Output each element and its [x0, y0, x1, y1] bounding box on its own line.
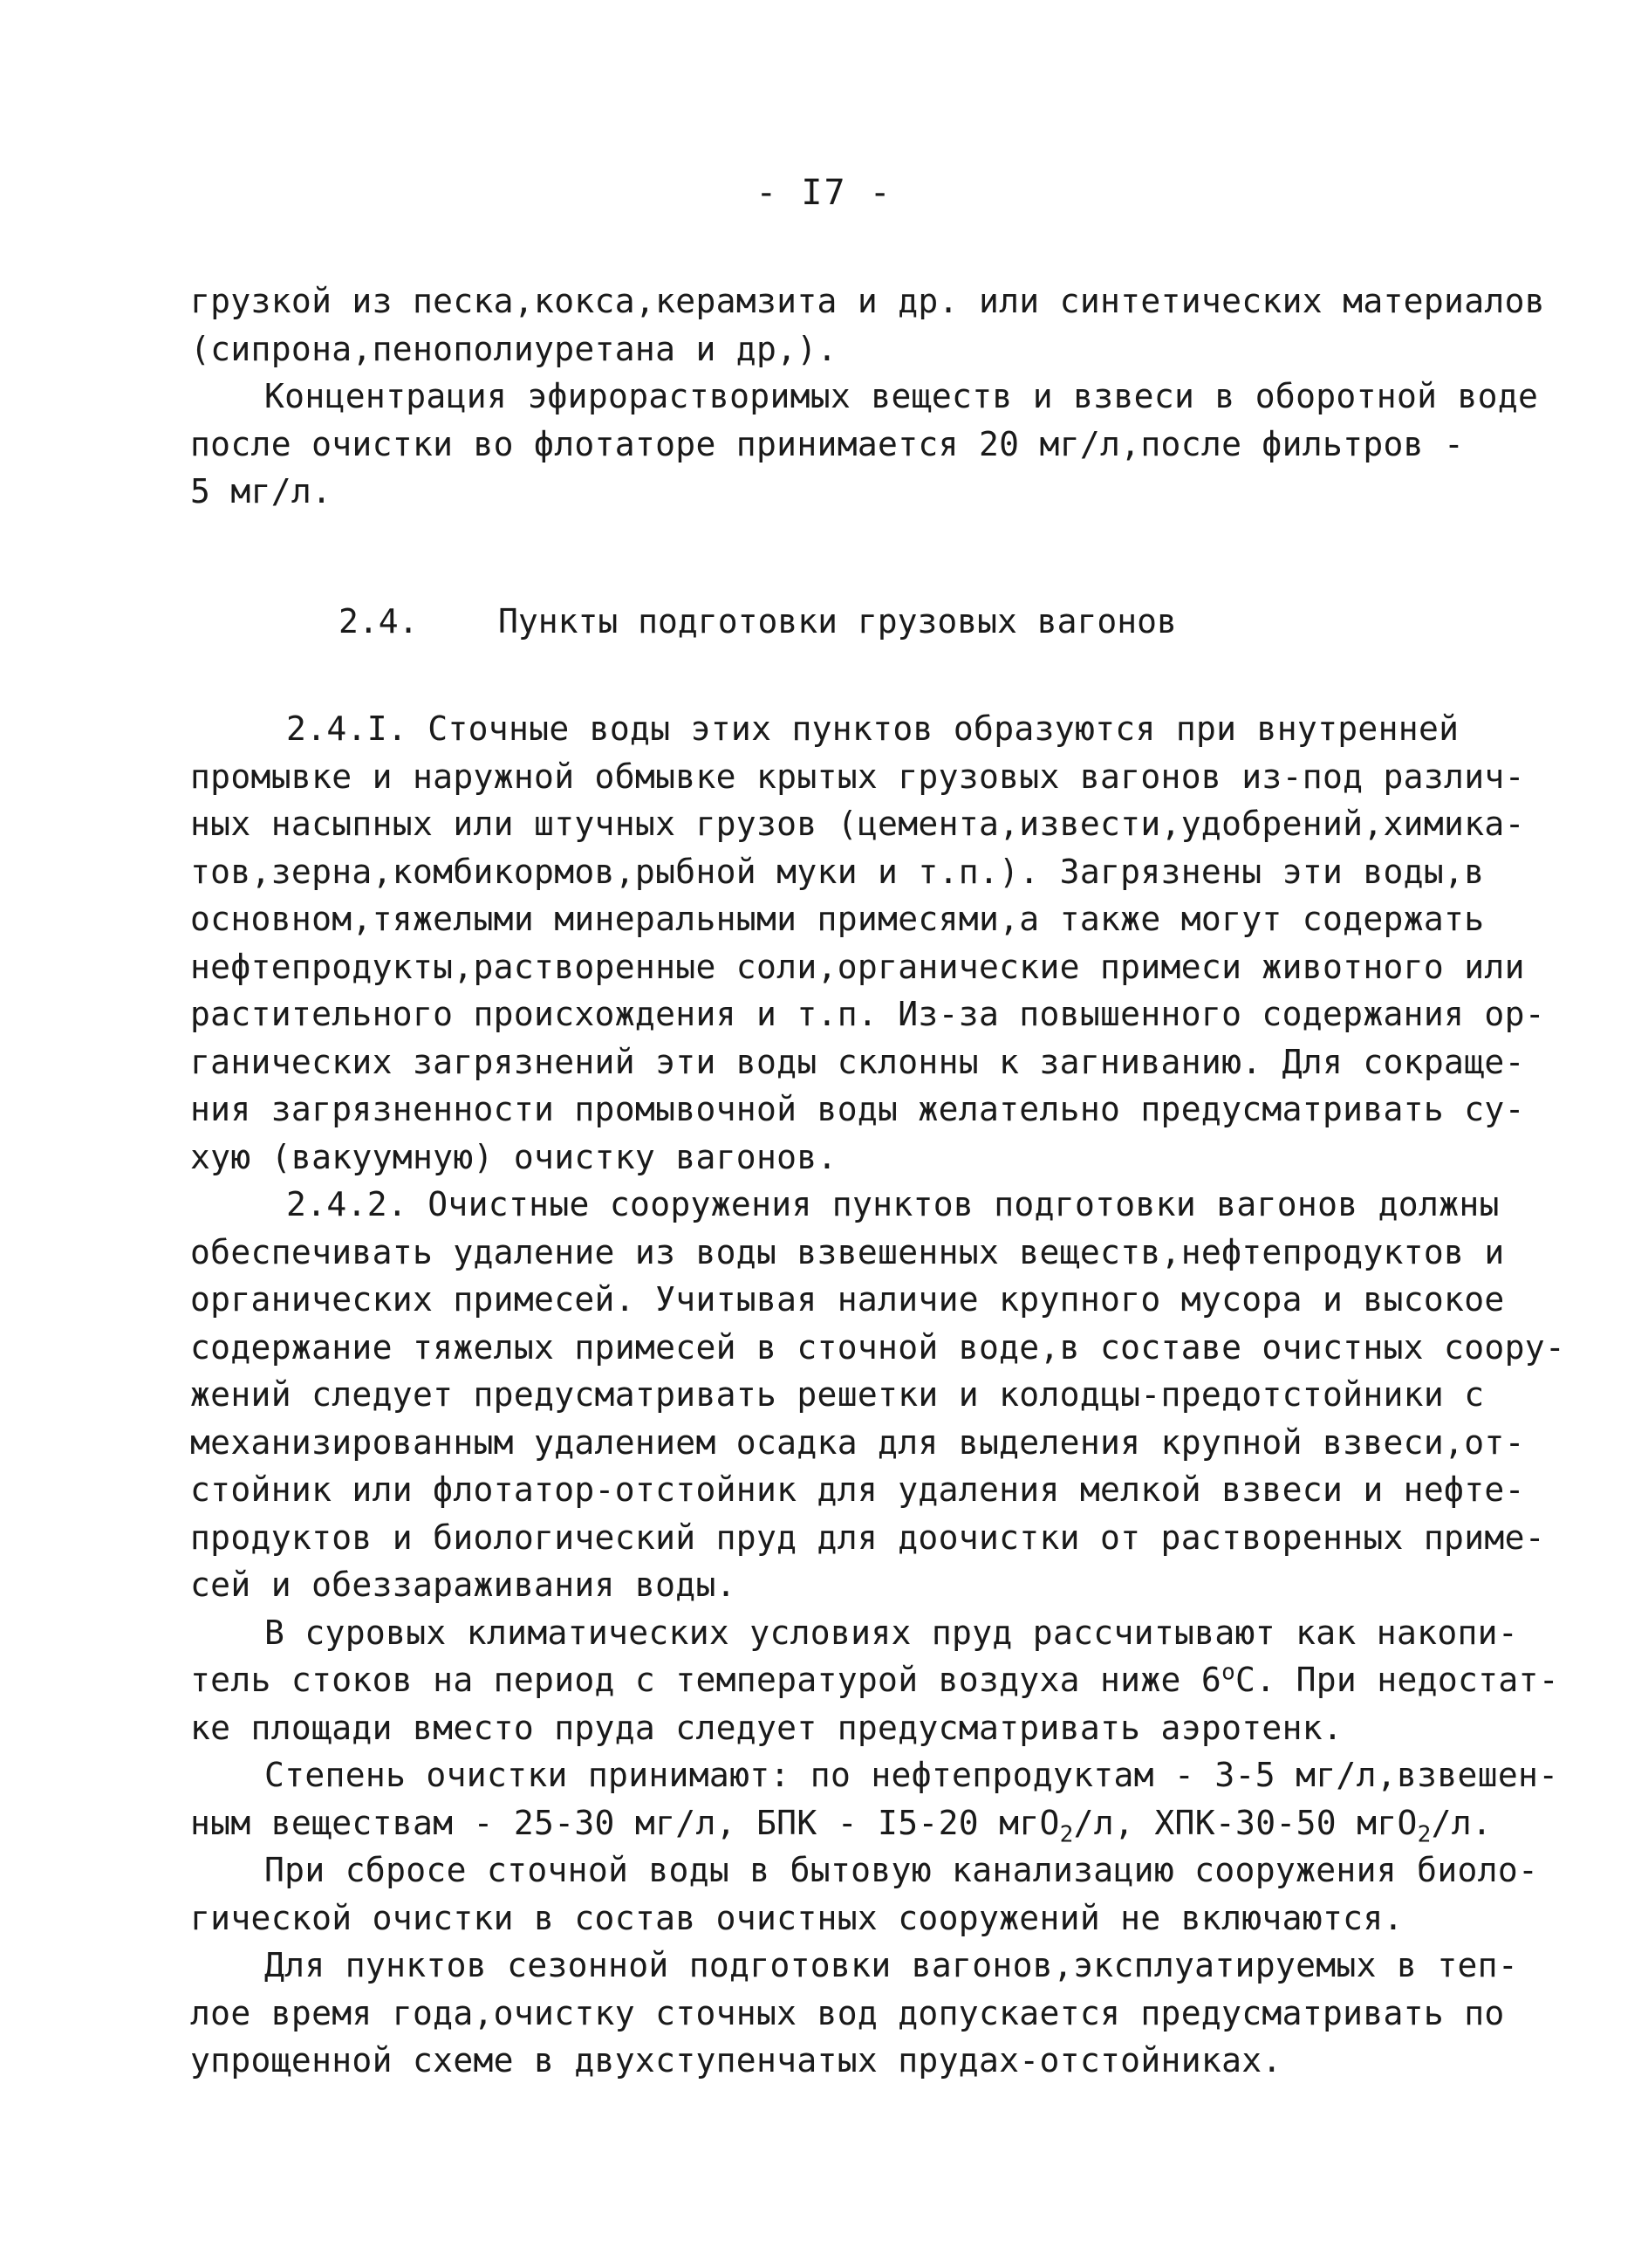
text-line: грузкой из песка,кокса,керамзита и др. или синтетических материалов	[190, 282, 1545, 320]
intro-paragraph	[190, 278, 1545, 516]
text-line: содержание тяжелых примесей в сточной воде,в составе очистных соору-	[190, 1327, 1566, 1367]
subscript: 2	[1059, 1821, 1074, 1848]
text-line: Для пунктов сезонной подготовки вагонов,эксплуатируемых в теп-	[264, 1946, 1519, 1984]
text-line: ния загрязненности промывочной воды желательно предусматривать су-	[190, 1090, 1525, 1128]
text-line: Концентрация эфирорастворимых веществ и взвеси в оборотной воде	[264, 377, 1539, 415]
text-line: 2.4.2. Очистные сооружения пунктов подготовки вагонов должны	[286, 1185, 1500, 1223]
text-line: 2.4.I. Сточные воды этих пунктов образуются при внутренней	[286, 709, 1460, 748]
section-heading	[338, 602, 1177, 641]
text-line: нефтепродукты,растворенные соли,органические примеси животного или	[190, 947, 1525, 986]
text-line: продуктов и биологический пруд для доочистки от растворенных приме-	[190, 1518, 1545, 1557]
text-fragment: ным веществам - 25-30 мг/л, БПК - I5-20 мгО	[190, 1803, 1060, 1842]
text-fragment: /л, ХПК-30-50 мгО	[1073, 1803, 1418, 1842]
text-line: сей и обеззараживания воды.	[190, 1566, 736, 1604]
text-line: обеспечивать удаление из воды взвешенных веществ,нефтепродуктов и	[190, 1232, 1505, 1271]
text-line: хую (вакуумную) очистку вагонов.	[190, 1137, 838, 1176]
text-line	[190, 1799, 1493, 1848]
text-line: тов,зерна,комбикормов,рыбной муки и т.п.). Загрязнены эти воды,в	[190, 852, 1485, 891]
text-line: упрощенной схеме в двухступенчатых прудах-отстойниках.	[190, 2041, 1282, 2080]
text-line: Степень очистки принимают: по нефтепродуктам - 3-5 мг/л,взвешен-	[264, 1756, 1559, 1794]
text-line: растительного происхождения и т.п. Из-за повышенного содержания ор-	[190, 995, 1545, 1033]
page-number: - I7 -	[756, 173, 892, 213]
text-fragment: тель стоков на период с температурой воздуха ниже 6	[190, 1661, 1222, 1699]
degree-sign: o	[1221, 1659, 1236, 1686]
text-line: механизированным удалением осадка для выделения крупной взвеси,от-	[190, 1422, 1525, 1462]
text-line: При сбросе сточной воды в бытовую канализацию сооружения биоло-	[264, 1851, 1539, 1889]
text-fragment: /л.	[1431, 1803, 1493, 1842]
text-line: ке площади вместо пруда следует предусматривать аэротенк.	[190, 1708, 1344, 1747]
text-line: после очистки во флотаторе принимается 20 мг/л,после фильтров -	[190, 424, 1465, 463]
text-line: лое время года,очистку сточных вод допускается предусматривать по	[190, 1993, 1505, 2032]
text-line: промывке и наружной обмывке крытых грузовых вагонов из-под различ-	[190, 757, 1525, 796]
subscript: 2	[1417, 1821, 1432, 1848]
section-title: Пункты подготовки грузовых вагонов	[498, 602, 1177, 641]
section-number: 2.4.	[338, 602, 419, 641]
text-line: основном,тяжелыми минеральными примесями,а также могут содержать	[190, 900, 1485, 938]
text-line: органических примесей. Учитывая наличие крупного мусора и высокое	[190, 1280, 1505, 1319]
text-fragment: С. При недостат-	[1235, 1661, 1559, 1699]
text-line: стойник или флотатор-отстойник для удаления мелкой взвеси и нефте-	[190, 1470, 1525, 1509]
text-line	[190, 1656, 1559, 1704]
text-line: жений следует предусматривать решетки и колодцы-предотстойники с	[190, 1375, 1485, 1414]
text-line: В суровых климатических условиях пруд рассчитывают как накопи-	[264, 1613, 1519, 1652]
text-line: ных насыпных или штучных грузов (цемента,извести,удобрений,химика-	[190, 805, 1525, 843]
text-line: гической очистки в состав очистных сооружений не включаются.	[190, 1898, 1404, 1937]
text-line: (сипрона,пенополиуретана и др,).	[190, 329, 838, 368]
text-line: ганических загрязнений эти воды склонны к загниванию. Для сокраще-	[190, 1042, 1525, 1081]
text-line: 5 мг/л.	[190, 472, 332, 510]
body-text	[190, 705, 1566, 2085]
